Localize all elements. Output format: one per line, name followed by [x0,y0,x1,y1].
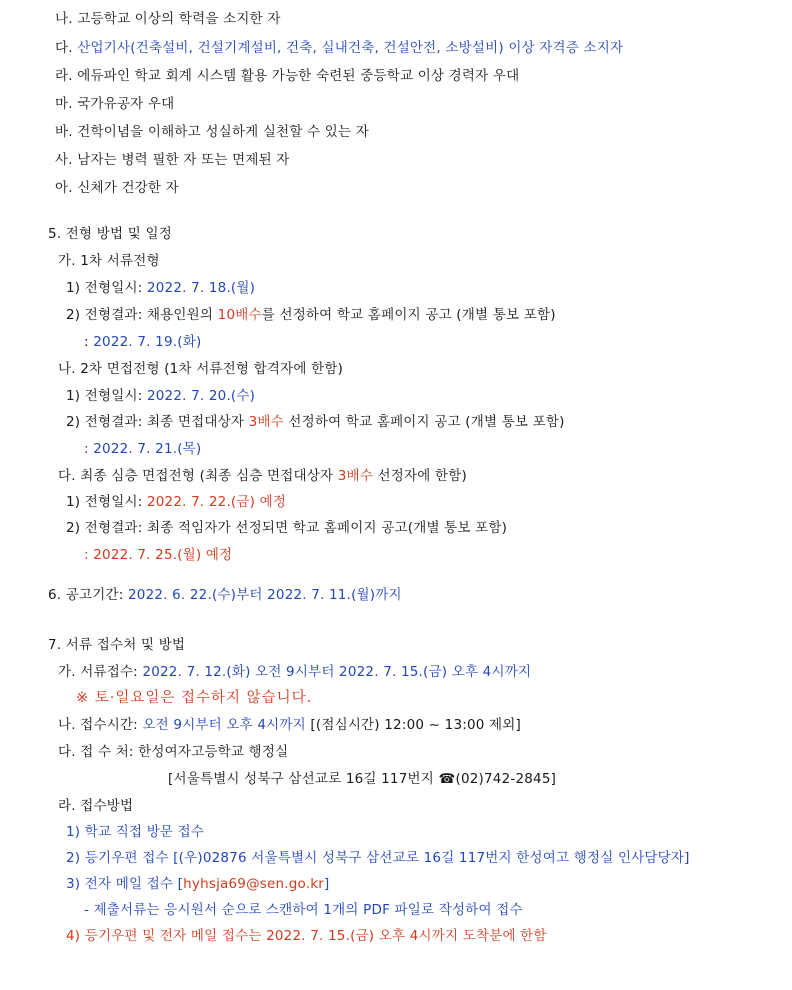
text-segment: 가. 서류접수: [58,664,143,680]
text-segment: 산업기사(건축설비, 건설기계설비, 건축, 실내건축, 건설안전, 소방설비) 이상 자격증 소지자 [77,40,624,56]
text-segment: 다. 최종 심층 면접전형 (최종 심층 면접대상자 [58,468,338,484]
text-segment: 10배수 [217,307,262,323]
qualification-item-sa [55,151,290,169]
text-segment: 3배수 [248,414,284,430]
text-segment: hyhsja69@sen.go.kr [183,876,325,892]
stage-2-heading [58,360,343,378]
email-instructions [84,901,523,919]
submission-hours [58,716,521,734]
qualification-item-ba [55,123,369,141]
text-segment: 다. [55,40,78,56]
method-visit [66,823,204,841]
text-segment: 1) 전형일시: [66,280,147,296]
stage-3-heading [58,467,467,485]
office-address [168,770,556,788]
stage-1-result [66,306,556,324]
stage-3-date [66,493,286,511]
stage-3-result [66,519,507,537]
text-segment: 2022. 7. 12.(화) 오전 9시부터 2022. 7. 15.(금) 오후 4시까지 [142,664,532,680]
method-registered-mail [66,849,690,867]
text-segment: 2022. 6. 22.(수)부터 2022. 7. 11.(월)까지 [127,587,402,603]
text-segment: ] [324,876,330,892]
text-segment: 다. 접 수 처: 한성여자고등학교 행정실 [58,744,289,760]
text-segment: : 2022. 7. 21.(목) [84,441,202,457]
stage-2-result-date [84,440,201,458]
text-segment: 나. 접수시간: [58,717,143,733]
text-segment: 3) 전자 메일 접수 [ [66,876,184,892]
qualification-item-a [55,179,179,197]
text-segment: 2022. 7. 18.(월) [146,280,256,296]
text-segment: 아. 신체가 건강한 자 [55,180,179,196]
text-segment: 1) 전형일시: [66,388,147,404]
text-segment: 2) 등기우편 접수 [(우)02876 서울특별시 성북구 삼선교로 16길 117번지 한성여고 행정실 인사담당자] [66,850,690,866]
text-segment: : 2022. 7. 25.(월) 예정 [84,547,233,563]
stage-1-date [66,279,255,297]
text-segment: ※ 토·일요일은 접수하지 않습니다. [76,690,313,706]
method-email [66,875,329,893]
text-segment: 3배수 [337,468,374,484]
text-segment: 2) 전형결과: 채용인원의 [66,307,218,323]
stage-2-date [66,387,255,405]
text-segment: : [84,334,94,350]
text-segment: 2) 전형결과: 최종 적임자가 선정되면 학교 홈페이지 공고(개별 통보 포함) [66,520,508,536]
text-segment: 1) 학교 직접 방문 접수 [66,824,205,840]
text-segment: 나. 고등학교 이상의 학력을 소지한 자 [55,11,281,27]
qualification-item-na [55,10,281,28]
text-segment: [서울특별시 성북구 삼선교로 16길 117번지 ☎(02)742-2845] [168,771,557,787]
text-segment: 2022. 7. 20.(수) [146,388,256,404]
stage-1-heading [58,252,160,270]
text-segment: 사. 남자는 병력 필한 자 또는 면제된 자 [55,152,290,168]
weekend-notice [76,689,312,707]
text-segment: 오전 9시부터 오후 4시까지 [142,717,306,733]
text-segment: 6. 공고기간: [48,587,128,603]
text-segment: 바. 건학이념을 이해하고 성실하게 실천할 수 있는 자 [55,124,369,140]
submission-methods-heading [58,797,133,815]
text-segment: 라. 에듀파인 학교 회계 시스템 활용 가능한 숙련된 중등학교 이상 경력자 우대 [55,68,520,84]
text-segment: 나. 2차 면접전형 (1차 서류전형 합격자에 한함) [58,361,344,377]
text-segment: - 제출서류는 응시원서 순으로 스캔하여 1개의 PDF 파일로 작성하여 접수 [84,902,523,918]
text-segment: 5. 전형 방법 및 일정 [48,226,172,242]
stage-1-result-date [84,333,201,351]
stage-3-result-date [84,546,232,564]
text-segment: 4) 등기우편 및 전자 메일 접수는 2022. 7. 15.(금) 오후 4시까지 도착분에 한함 [66,928,547,944]
submission-office [58,743,288,761]
submission-period [58,663,531,681]
text-segment: 2) 전형결과: 최종 면접대상자 [66,414,249,430]
section-7-heading [48,636,185,654]
section-5-heading [48,225,172,243]
text-segment: 2022. 7. 19.(화) [93,334,202,350]
section-6-notice-period [48,586,402,604]
qualification-item-da [55,39,623,57]
qualification-item-ra [55,67,519,85]
text-segment: 라. 접수방법 [58,798,134,814]
text-segment: 가. 1차 서류전형 [58,253,160,269]
text-segment: [(점심시간) 12:00 ~ 13:00 제외] [305,717,521,733]
text-segment: 선정자에 한함) [373,468,467,484]
text-segment: 마. 국가유공자 우대 [55,96,175,112]
method-deadline-note [66,927,547,945]
text-segment: 선정하여 학교 홈페이지 공고 (개별 통보 포함) [283,414,565,430]
text-segment: 를 선정하여 학교 홈페이지 공고 (개별 통보 포함) [261,307,556,323]
text-segment: 1) 전형일시: [66,494,147,510]
text-segment: 7. 서류 접수처 및 방법 [48,637,186,653]
qualification-item-ma [55,95,174,113]
text-segment: 2022. 7. 22.(금) 예정 [146,494,287,510]
stage-2-result [66,413,565,431]
